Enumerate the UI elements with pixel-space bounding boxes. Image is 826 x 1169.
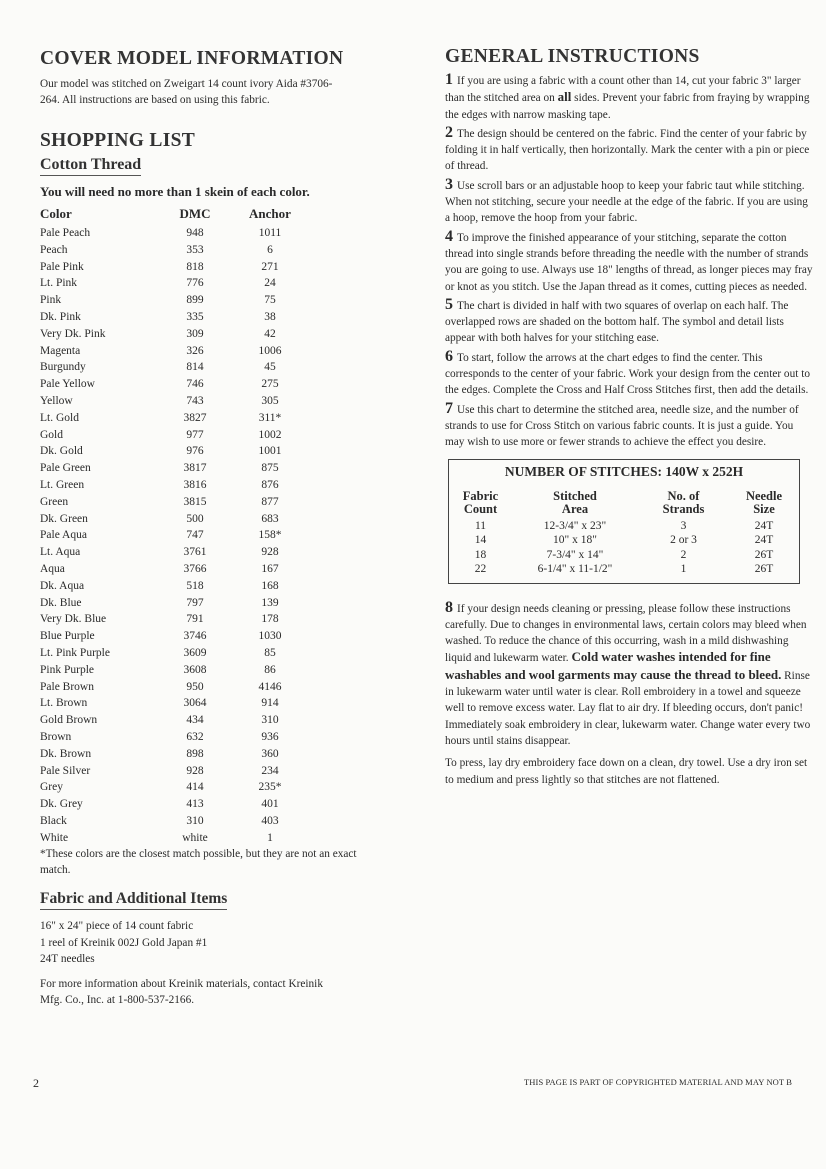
stitch-table-header (449, 490, 799, 519)
color-name: Green (40, 495, 69, 508)
anchor-number: 1002 (258, 428, 282, 441)
color-row (40, 695, 310, 712)
dmc-number: 977 (186, 428, 204, 441)
anchor-number: 167 (261, 562, 279, 575)
stitch-table (449, 490, 799, 577)
dmc-number: 518 (186, 579, 204, 592)
dmc-header: DMC (179, 206, 211, 221)
anchor-header: Anchor (249, 206, 291, 221)
anchor-number: 936 (261, 730, 279, 743)
dmc-number: 747 (186, 529, 204, 542)
instruction-step-6: 6 To start, follow the arrows at the chart edges to find the center. This corresponds to the center of your fabric. Work your design from the center out to the edges. Complete the Cross and Half Cross Stitches first, then add the details. (445, 347, 810, 397)
cover-text: Our model was stitched on Zweigart 14 count ivory Aida #3706-264. All instructions are based on using this fabric. (40, 78, 333, 106)
anchor-number: 158* (258, 529, 282, 542)
dmc-number: 434 (186, 714, 204, 727)
color-name: Pale Silver (40, 764, 91, 777)
color-row (40, 712, 310, 729)
stitch-row (449, 533, 799, 548)
fabric-count: 22 (474, 563, 487, 576)
color-name: Gold Brown (40, 714, 98, 727)
strands: 2 or 3 (670, 534, 697, 547)
dmc-number: 899 (186, 294, 204, 307)
color-row (40, 225, 310, 242)
anchor-number: 876 (261, 478, 279, 491)
fabric-count: 11 (474, 519, 487, 532)
color-name: Dk. Brown (40, 747, 92, 760)
instruction-step-4: 4 To improve the finished appearance of your stitching, separate the cotton thread into single strands before threading the needle with the number of strands you are going to use. Always use 18" lengths of thread, as longer pieces may fray or knot as you stitch. Use the Japan thread as it comes, cutting pieces as needed. (445, 227, 813, 293)
color-name: Burgundy (40, 361, 86, 374)
color-row (40, 813, 310, 830)
anchor-number: 271 (261, 260, 279, 273)
stitched-area: 7-3/4" x 14" (546, 548, 604, 561)
anchor-number: 75 (264, 294, 276, 307)
dmc-number: 3766 (183, 562, 207, 575)
color-name: Dk. Blue (40, 596, 82, 609)
anchor-number: 45 (264, 361, 276, 374)
color-name: Blue Purple (40, 630, 95, 643)
color-row (40, 376, 310, 393)
needle-size-header: Needle Size (745, 488, 783, 516)
general-instructions-title: GENERAL INSTRUCTIONS (445, 46, 700, 67)
anchor-number: 877 (261, 495, 279, 508)
dmc-number: 791 (186, 613, 204, 626)
fabric-count: 18 (474, 548, 487, 561)
shopping-title: SHOPPING LIST (40, 130, 196, 151)
dmc-number: 3815 (183, 495, 207, 508)
stitch-row (449, 548, 799, 563)
anchor-number: 38 (264, 310, 276, 323)
color-row (40, 662, 310, 679)
needle-size: 26T (754, 548, 774, 561)
dmc-number: 3761 (183, 546, 207, 559)
strands: 1 (680, 563, 687, 576)
strands: 2 (680, 548, 687, 561)
color-row (40, 561, 310, 578)
anchor-number: 42 (264, 327, 276, 340)
color-name: Lt. Pink (40, 277, 78, 290)
fabric-items (40, 918, 400, 968)
fabric-count: 14 (474, 534, 487, 547)
color-row (40, 359, 310, 376)
color-name: Very Dk. Pink (40, 327, 106, 340)
stitch-row (449, 562, 799, 577)
stitched-area-header: Stitched Area (553, 488, 597, 516)
instruction-step-7: 7 Use this chart to determine the stitched area, needle size, and the number of strands to use for Cross Stitch on various fabric counts. It is just a guide. You may wish to use more or fewer strands to achieve the effect you desire. (445, 399, 799, 449)
anchor-number: 1030 (258, 630, 282, 643)
color-name: White (40, 831, 69, 844)
color-row (40, 763, 310, 780)
color-name: Dk. Grey (40, 798, 83, 811)
cotton-thread-heading: Cotton Thread (40, 156, 141, 176)
dmc-number: 3746 (183, 630, 207, 643)
color-name: Lt. Green (40, 478, 85, 491)
instruction-step-3: 3 Use scroll bars or an adjustable hoop to keep your fabric taut while stitching. When not stitching, secure your needle at the edge of the fabric. If you are using a hoop, remove the hoop from your fabric. (445, 175, 808, 225)
color-row (40, 393, 310, 410)
anchor-number: 401 (261, 798, 279, 811)
strands-header: No. of Strands (662, 488, 705, 516)
pressing-instructions: To press, lay dry embroidery face down on a clean, dry towel. Use a dry iron set to medium and press lightly so that stitches are not flattened. (445, 757, 808, 786)
dmc-number: 948 (186, 227, 204, 239)
color-name: Magenta (40, 344, 81, 357)
color-row (40, 477, 310, 494)
dmc-number: 632 (186, 730, 204, 743)
page-number: 2 (33, 1076, 39, 1090)
dmc-number: 3609 (183, 646, 207, 659)
color-name: Black (40, 814, 67, 827)
dmc-number: 976 (186, 445, 204, 458)
color-name: Aqua (40, 562, 65, 575)
color-row (40, 645, 310, 662)
cover-title: COVER MODEL INFORMATION (40, 48, 344, 69)
color-name: Pale Peach (40, 227, 91, 239)
color-row (40, 830, 310, 847)
needle-size: 26T (754, 563, 774, 576)
anchor-number: 235* (258, 781, 282, 794)
color-footnote: *These colors are the closest match possible, but they are not an exact match. (40, 848, 357, 877)
anchor-number: 4146 (258, 680, 282, 693)
color-name: Dk. Pink (40, 310, 81, 323)
anchor-number: 914 (261, 697, 279, 710)
color-name: Lt. Brown (40, 697, 88, 710)
anchor-number: 875 (261, 462, 279, 475)
color-row (40, 343, 310, 360)
dmc-number: 743 (186, 394, 204, 407)
color-table-header (40, 206, 310, 225)
color-row (40, 494, 310, 511)
fabric-item: 24T needles (40, 953, 95, 966)
anchor-number: 683 (261, 512, 279, 525)
dmc-number: 3608 (183, 663, 207, 676)
dmc-number: 3816 (183, 478, 207, 491)
instruction-step-8: 8 If your design needs cleaning or pressing, please follow these instructions carefully. Due to changes in environmental laws, certain colors may bleed when washed. To reduce the chance of this occurring, wash in a mild dishwashing liquid and lukewarm water. Cold water washes intended for fine washables and wool garments may cause the thread to bleed. Rinse in lukewarm water until water is clear. Roll embroidery in a towel and squeeze well to remove excess water. Lay flat to air dry. If bleeding occurs, don't panic! Immediately soak embroidery in clear, lukewarm water. Change water every two hours until stains disappear. (445, 598, 811, 747)
dmc-number: 797 (186, 596, 204, 609)
needle-size: 24T (754, 534, 774, 547)
color-name: Pink (40, 294, 62, 307)
fabric-item: 1 reel of Kreinik 002J Gold Japan #1 (40, 936, 208, 949)
fabric-heading: Fabric and Additional Items (40, 890, 227, 910)
dmc-number: 3817 (183, 462, 207, 475)
dmc-number: 3064 (183, 697, 207, 710)
fabric-item: 16" x 24" piece of 14 count fabric (40, 920, 194, 933)
dmc-number: 746 (186, 378, 204, 391)
color-header: Color (40, 206, 72, 221)
color-row (40, 779, 310, 796)
stitched-area: 6-1/4" x 11-1/2" (537, 563, 613, 576)
color-row (40, 326, 310, 343)
right-column (445, 46, 813, 788)
stitched-area: 10" x 18" (553, 534, 597, 547)
color-name: Peach (40, 243, 68, 256)
color-row (40, 679, 310, 696)
instruction-step-1: 1 If you are using a fabric with a count other than 14, cut your fabric 3" larger than the stitched area on all sides. Prevent your fabric from fraying by wrapping the edges with narrow masking tape. (445, 71, 810, 121)
color-row (40, 796, 310, 813)
anchor-number: 1011 (258, 227, 282, 239)
kreinik-info: For more information about Kreinik materials, contact Kreinik Mfg. Co., Inc. at 1-800-537-2166. (40, 977, 323, 1006)
color-row (40, 628, 310, 645)
color-name: Grey (40, 781, 63, 794)
color-name: Yellow (40, 394, 73, 407)
stitch-count-title: NUMBER OF STITCHES: 140W x 252H (504, 463, 744, 479)
color-name: Lt. Gold (40, 411, 79, 424)
skein-note: You will need no more than 1 skein of each color. (40, 184, 310, 199)
instruction-step-2: 2 The design should be centered on the fabric. Find the center of your fabric by folding it in half vertically, then horizontally. Mark the center with a pin or piece of thread. (445, 123, 810, 173)
color-name: Pink Purple (40, 663, 94, 676)
dmc-number: 950 (186, 680, 204, 693)
dmc-number: 928 (186, 764, 204, 777)
color-row (40, 460, 310, 477)
dmc-number: 309 (186, 327, 204, 340)
dmc-number: 326 (186, 344, 204, 357)
color-name: Pale Aqua (40, 529, 87, 542)
color-name: Pale Yellow (40, 378, 95, 391)
color-row (40, 242, 310, 259)
anchor-number: 928 (261, 546, 279, 559)
color-row (40, 443, 310, 460)
strands: 3 (680, 519, 687, 532)
anchor-number: 86 (264, 663, 276, 676)
anchor-number: 139 (261, 596, 279, 609)
anchor-number: 275 (261, 378, 279, 391)
color-name: Pale Green (40, 462, 91, 475)
anchor-number: 360 (261, 747, 279, 760)
color-name: Lt. Pink Purple (40, 646, 110, 659)
color-name: Dk. Aqua (40, 579, 85, 592)
color-row (40, 746, 310, 763)
color-row (40, 595, 310, 612)
color-name: Lt. Aqua (40, 546, 81, 559)
anchor-number: 24 (264, 277, 276, 290)
dmc-number: 335 (186, 310, 204, 323)
color-row (40, 292, 310, 309)
color-row (40, 527, 310, 544)
fabric-count-header: Fabric Count (462, 488, 499, 516)
dmc-number: 414 (186, 781, 204, 794)
fabric-section (40, 878, 400, 1008)
color-name: Pale Pink (40, 260, 84, 273)
color-row (40, 427, 310, 444)
color-name: Dk. Gold (40, 445, 83, 458)
dmc-number: 818 (186, 260, 204, 273)
anchor-number: 85 (264, 646, 276, 659)
color-row (40, 259, 310, 276)
color-name: Pale Brown (40, 680, 94, 693)
color-name: Brown (40, 730, 72, 743)
color-row (40, 309, 310, 326)
color-name: Dk. Green (40, 512, 88, 525)
stitch-count-box (448, 459, 800, 584)
instruction-step-5: 5 The chart is divided in half with two squares of overlap on each half. The overlapped rows are shaded on the bottom half. The symbol and detail lists appear with both halves for your stitching ease. (445, 295, 789, 345)
dmc-number: 3827 (183, 411, 207, 424)
color-row (40, 511, 310, 528)
dmc-number: 776 (186, 277, 204, 290)
color-name: Very Dk. Blue (40, 613, 107, 626)
stitch-row (449, 519, 799, 534)
dmc-number: 310 (186, 814, 204, 827)
stitched-area: 12-3/4" x 23" (543, 519, 607, 532)
anchor-number: 6 (267, 243, 273, 256)
anchor-number: 1001 (258, 445, 282, 458)
dmc-number: 898 (186, 747, 204, 760)
anchor-number: 403 (261, 814, 279, 827)
color-row (40, 410, 310, 427)
color-table (40, 206, 310, 846)
left-column (40, 48, 400, 1008)
dmc-number: white (182, 831, 208, 844)
color-row (40, 275, 310, 292)
anchor-number: 311* (258, 411, 282, 424)
dmc-number: 500 (186, 512, 204, 525)
anchor-number: 234 (261, 764, 279, 777)
dmc-number: 413 (186, 798, 204, 811)
dmc-number: 353 (186, 243, 204, 256)
anchor-number: 305 (261, 394, 279, 407)
color-row (40, 578, 310, 595)
anchor-number: 1006 (258, 344, 282, 357)
color-name: Gold (40, 428, 63, 441)
copyright-notice: THIS PAGE IS PART OF COPYRIGHTED MATERIAL AND MAY NOT B (524, 1077, 793, 1087)
anchor-number: 168 (261, 579, 279, 592)
needle-size: 24T (754, 519, 774, 532)
color-row (40, 729, 310, 746)
anchor-number: 1 (267, 831, 273, 844)
color-row (40, 544, 310, 561)
anchor-number: 178 (261, 613, 279, 626)
anchor-number: 310 (261, 714, 279, 727)
dmc-number: 814 (186, 361, 204, 374)
color-row (40, 611, 310, 628)
